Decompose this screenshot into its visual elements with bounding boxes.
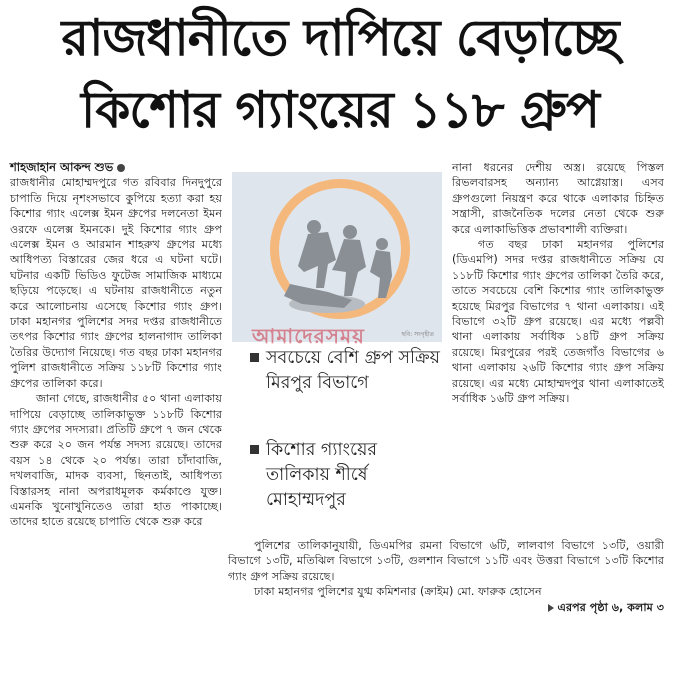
bottom-block xyxy=(228,538,664,615)
byline-text: শাহজাহান আকন্দ শুভ xyxy=(10,160,114,174)
highlight-2 xyxy=(250,438,440,513)
highlight-text: সবচেয়ে বেশি গ্রুপ সক্রিয় মিরপুর বিভাগে xyxy=(266,348,440,393)
highlight-text: কিশোর গ্যাংয়ের তালিকায় শীর্ষে মোহাম্মদপুর xyxy=(266,440,378,510)
bullet-dot-icon xyxy=(117,164,125,172)
jump-text: এরপর পৃষ্ঠা ৬, কলাম ৩ xyxy=(557,600,664,614)
left-column xyxy=(10,160,222,530)
photo-credit: ছবি: সংগৃহীত xyxy=(401,331,434,338)
right-column xyxy=(452,160,664,407)
headline-line-1: রাজধানীতে দাপিয়ে বেড়াচ্ছে xyxy=(61,9,619,67)
byline xyxy=(10,160,222,175)
headline-line-2: কিশোর গ্যাংয়ের ১১৮ গ্রুপ xyxy=(81,81,599,139)
article-paragraph: পুলিশের তালিকানুযায়ী, ডিএমপির রমনা বিভাগে ৬টি, লালবাগ বিভাগে ১৩টি, ওয়ারী বিভাগে ১৩টি, মতিঝিল বিভাগে ১৩টি, গুলশান বিভাগে ১১টি এবং উত্তরা বিভাগে ১৩টি কিশোর গ্যাং গ্রুপ সক্রিয় রয়েছে। xyxy=(228,539,664,583)
article-paragraph: গত বছর ঢাকা মহানগর পুলিশের (ডিএমপি) সদর দপ্তর রাজধানীতে সক্রিয় যে ১১৮টি কিশোর গ্যাং গ্রুপের তালিকা তৈরি করে, তাতে সবচেয়ে বেশি কিশোর গ্যাং তালিকাভুক্ত হয়েছে মিরপুর বিভাগের ৭ থানা এলাকায়। এই বিভাগে ৩২টি গ্রুপ রয়েছে। এর মধ্যে পল্লবী থানা এলাকায় সর্বাধিক ১৪টি গ্রুপ সক্রিয় রয়েছে। মিরপুরের পরই তেজগাঁও বিভাগের ৬ থানা এলাকায় ২৬টি কিশোর গ্যাং গ্রুপ সক্রিয় রয়েছে। এর মধ্যে মোহাম্মদপুর থানা এলাকাতেই সর্বাধিক ১৬টি গ্রুপ সক্রিয়। xyxy=(452,238,664,406)
arrow-right-icon xyxy=(548,604,554,612)
article-paragraph: নানা ধরনের দেশীয় অস্ত্র। রয়েছে পিস্তল রিভলবারসহ অন্যান্য আগ্নেয়াস্ত্র। এসব গ্রুপগুলো নিয়ন্ত্রণ করে থাকে এলাকার চিহ্নিত সন্ত্রাসী, রাজনৈতিক দলের নেতা থেকে শুরু করে এলাকাভিত্তিক প্রভাবশালী ব্যক্তিরা। xyxy=(452,161,664,236)
jump-line xyxy=(228,600,664,615)
silhouette-figures-icon xyxy=(232,172,442,342)
article-paragraph: জানা গেছে, রাজধানীর ৫০ থানা এলাকায় দাপিয়ে বেড়াচ্ছে তালিকাভুক্ত ১১৮টি কিশোর গ্যাং গ্রুপের সদস্যরা। প্রতিটি গ্রুপে ৭ জন থেকে শুরু করে ২০ জন পর্যন্ত সদস্য রয়েছে। তাদের বয়স ১৪ থেকে ২০ পর্যন্ত। তারা চাঁদাবাজি, দখলবাজি, মাদক ব্যবসা, ছিনতাই, আধিপত্য বিস্তারসহ নানা অপরাধমূলক কর্মকাণ্ডে যুক্ত। এমনকি খুনোখুনিতেও তারা হাত পাকাচ্ছে। তাদের হাতে রয়েছে চাপাতি থেকে শুরু করে xyxy=(10,392,222,529)
article-paragraph: ঢাকা মহানগর পুলিশের যুগ্ম কমিশনার (ক্রাইম) মো. ফারুক হোসেন xyxy=(254,585,542,599)
article-paragraph: রাজধানীর মোহাম্মদপুরে গত রবিবার দিনদুপুরে চাপাতি দিয়ে নৃশংসভাবে কুপিয়ে হত্যা করা হয় কিশোর গ্যাং এলেক্স ইমন গ্রুপের দলনেতা ইমন ওরফে এলেক্স ইমনকে। দুই কিশোর গ্যাং গ্রুপ এলেক্স ইমন ও আরমান শাহরুখ গ্রুপের মধ্যে আধিপত্য বিস্তারের জের ধরে এ ঘটনা ঘটে। ঘটনার একটি ভিডিও ফুটেজ সামাজিক মাধ্যমে ছড়িয়ে পড়েছে। এ ঘটনায় রাজধানীতে নতুন করে আলোচনায় এসেছে কিশোর গ্যাং গ্রুপ। ঢাকা মহানগর পুলিশের সদর দপ্তর রাজধানীতে তৎপর কিশোর গ্যাং গ্রুপের হালনাগাদ তালিকা তৈরির উদ্যোগ নিয়েছে। গত বছর ঢাকা মহানগর পুলিশ রাজধানীতে সক্রিয় ১১৮টি কিশোর গ্যাং গ্রুপের তালিকা করে। xyxy=(10,176,222,390)
square-bullet-icon xyxy=(250,353,259,362)
highlight-1 xyxy=(250,346,440,396)
article-photo xyxy=(232,172,442,342)
square-bullet-icon xyxy=(250,445,259,454)
watermark-logo: আমাদেরসময় xyxy=(252,324,365,348)
